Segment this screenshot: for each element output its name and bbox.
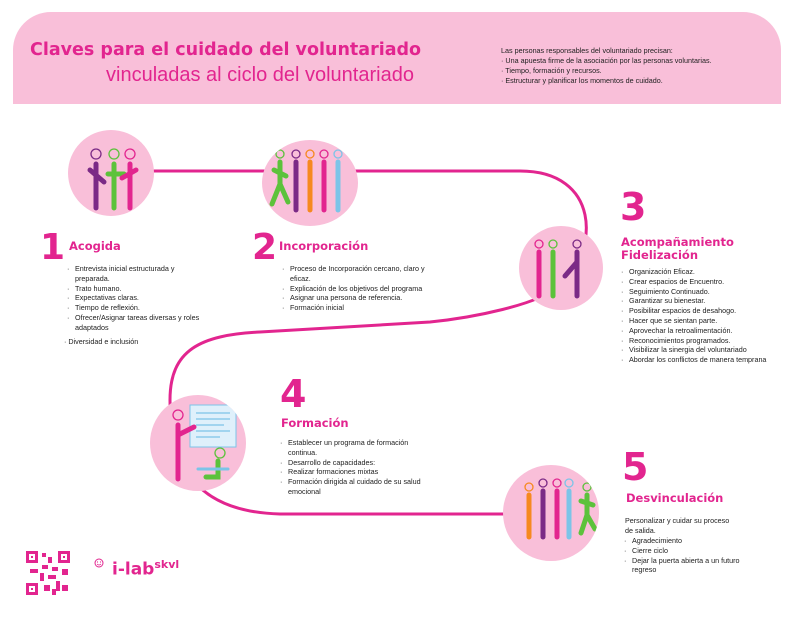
- step-2-title: Incorporación: [279, 239, 369, 253]
- step-5-illustration: [503, 465, 599, 561]
- list-item: · Ofrecer/Asignar tareas diversas y roles adaptados: [65, 313, 210, 333]
- intro-lead: Las personas responsables del voluntariado precisan:: [501, 46, 673, 55]
- support-group-icon: [519, 226, 603, 310]
- step-4-illustration: [150, 395, 246, 491]
- list-item: · Aprovechar la retroalimentación.: [619, 326, 779, 336]
- walking-group-icon: [262, 140, 358, 226]
- intro-item: · Estructurar y planificar los momentos de cuidado.: [501, 76, 663, 85]
- list-item: · Expectativas claras.: [65, 293, 210, 303]
- list-item: · Formación dirigida al cuidado de su salud emocional: [278, 477, 428, 497]
- list-item: · Garantizar su bienestar.: [619, 296, 779, 306]
- list-item: · Reconocimientos programados.: [619, 336, 779, 346]
- list-item: · Hacer que se sientan parte.: [619, 316, 779, 326]
- list-item: · Organización Eficaz.: [619, 267, 779, 277]
- step-3-illustration: [519, 226, 603, 310]
- list-item: · Desarrollo de capacidades:: [278, 458, 428, 468]
- step-5-lead: Personalizar y cuidar su proceso de salida.: [625, 516, 730, 535]
- list-item: · Explicación de los objetivos del programa: [280, 284, 430, 294]
- step-1-illustration: [68, 130, 154, 216]
- qr-code-icon: [26, 551, 70, 595]
- group-hug-icon: [68, 130, 154, 216]
- brand-logo-text: i-lab: [112, 559, 155, 580]
- step-5-title: Desvinculación: [626, 491, 724, 505]
- step-3-number: 3: [620, 185, 647, 229]
- step-2-illustration: [262, 140, 358, 226]
- leaving-group-icon: [503, 465, 599, 561]
- step-1-title: Acogida: [69, 239, 121, 253]
- smiley-logo-icon: [94, 558, 104, 568]
- list-item: · Crear espacios de Encuentro.: [619, 277, 779, 287]
- step-2-list: [280, 264, 430, 313]
- step-5-number: 5: [622, 445, 649, 489]
- list-item: · Visibilizar la sinergia del voluntariado: [619, 345, 779, 355]
- brand-logo-sup: skvl: [154, 558, 180, 571]
- step-4-number: 4: [280, 372, 307, 416]
- step-3-list: [619, 267, 779, 365]
- step-1-extra: · Diversidad e inclusión: [64, 337, 139, 346]
- list-item: · Dejar la puerta abierta a un futuro regreso: [622, 556, 752, 576]
- list-item: · Realizar formaciones mixtas: [278, 467, 428, 477]
- intro-item: · Una apuesta firme de la asociación por las personas voluntarias.: [501, 56, 712, 65]
- list-item: · Asignar una persona de referencia.: [280, 293, 430, 303]
- list-item: · Establecer un programa de formación continua.: [278, 438, 428, 458]
- brand-logo: [112, 558, 179, 580]
- list-item: · Formación inicial: [280, 303, 430, 313]
- intro-item: · Tiempo, formación y recursos.: [501, 66, 602, 75]
- list-item: · Entrevista inicial estructurada y preparada.: [65, 264, 210, 284]
- list-item: · Proceso de Incorporación cercano, claro y eficaz.: [280, 264, 430, 284]
- list-item: · Trato humano.: [65, 284, 210, 294]
- list-item: · Cierre ciclo: [622, 546, 752, 556]
- list-item: · Agradecimiento: [622, 536, 752, 546]
- step-4-title: Formación: [281, 416, 349, 430]
- page-title: Claves para el cuidado del voluntariado: [30, 40, 422, 60]
- step-3-title: Acompañamiento Fidelización: [621, 235, 734, 262]
- list-item: · Seguimiento Continuado.: [619, 287, 779, 297]
- step-1-number: 1: [40, 227, 66, 268]
- list-item: · Posibilitar espacios de desahogo.: [619, 306, 779, 316]
- list-item: · Tiempo de reflexión.: [65, 303, 210, 313]
- list-item: · Abordar los conflictos de manera temprana: [619, 355, 779, 365]
- step-5-list: [622, 536, 752, 575]
- step-2-number: 2: [252, 227, 278, 268]
- step-1-list: [65, 264, 210, 333]
- page-subtitle: vinculadas al ciclo del voluntariado: [106, 64, 414, 86]
- teacher-student-icon: [150, 395, 246, 491]
- step-4-list: [278, 438, 428, 497]
